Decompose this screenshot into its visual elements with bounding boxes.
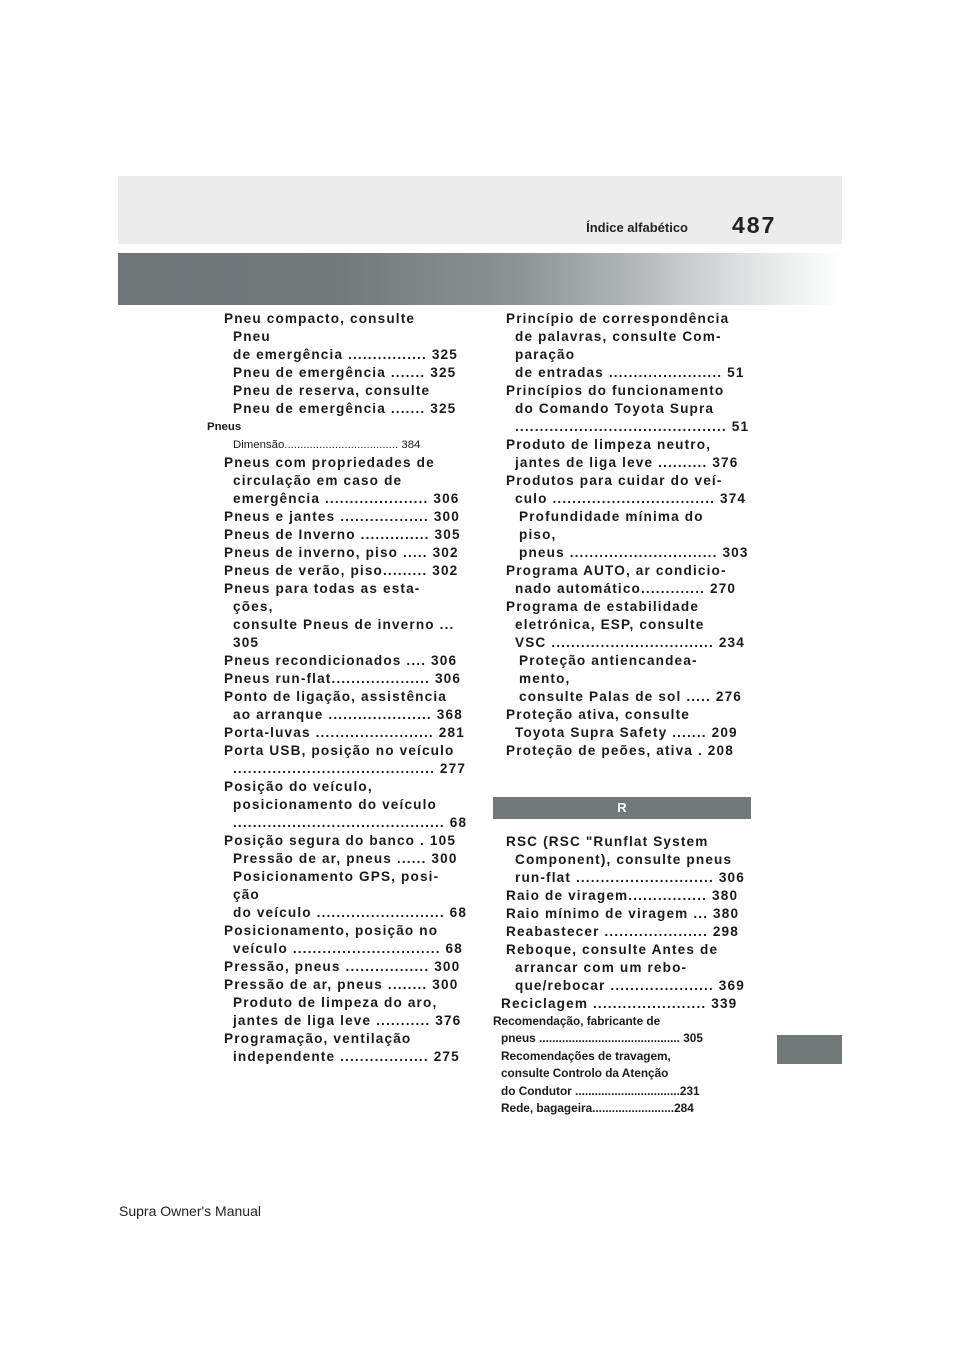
index-entry-line: nado automático............. 270 <box>515 581 737 596</box>
index-entry <box>506 382 751 436</box>
index-entry-line: Pneus de Inverno .............. 305 <box>224 527 461 542</box>
index-entry-line: Proteção antiencandea- <box>519 653 698 668</box>
index-entry-line: emergência ..................... 306 <box>233 491 460 506</box>
index-entry-line: Porta-luvas ........................ 281 <box>224 725 465 740</box>
index-entry <box>506 905 751 923</box>
section-side-tab <box>777 1035 842 1064</box>
index-column-right <box>493 310 751 1117</box>
index-entry-line: culo ................................. 374 <box>515 491 747 506</box>
index-entry-line: Posicionamento GPS, posi- <box>233 869 440 884</box>
index-entry <box>501 1100 751 1117</box>
index-entry-line: Pneus para todas as esta- <box>224 581 421 596</box>
index-entry-line: Princípios do funcionamento <box>506 383 725 398</box>
index-entry-line: paração <box>515 347 576 362</box>
index-entry <box>224 580 465 652</box>
index-entry <box>506 923 751 941</box>
index-entry <box>506 472 751 508</box>
index-entry <box>233 994 465 1030</box>
index-entry-line: de emergência ................ 325 <box>233 347 458 362</box>
index-entry <box>233 850 465 868</box>
index-entry-line: run-flat ............................ 306 <box>515 870 745 885</box>
index-entry-line: Programa AUTO, ar condicio- <box>506 563 727 578</box>
index-entry <box>506 941 751 995</box>
index-entry <box>506 562 751 598</box>
index-entry-line: Programa de estabilidade <box>506 599 700 614</box>
index-entry <box>233 436 465 454</box>
index-entry-line: Posição do veículo, <box>224 779 373 794</box>
section-title: Índice alfabético <box>586 220 688 235</box>
index-entry-line: do Condutor ................................231 <box>501 1083 700 1098</box>
index-entry-line: de palavras, consulte Com- <box>515 329 722 344</box>
index-entry-line: jantes de liga leve ........... 376 <box>233 1013 462 1028</box>
index-entry-line: eletrónica, ESP, consulte <box>515 617 705 632</box>
index-entry-line: ........................................... 68 <box>233 815 468 830</box>
page-number: 487 <box>732 212 777 238</box>
index-entry <box>224 688 465 724</box>
index-entry <box>506 887 751 905</box>
index-entry <box>207 418 465 436</box>
index-entry <box>519 508 751 562</box>
index-entry <box>224 454 465 508</box>
index-entry-line: independente .................. 275 <box>233 1049 460 1064</box>
index-entry-line: consulte Pneus de inverno ... <box>233 617 455 632</box>
index-entry <box>224 778 468 832</box>
index-entry-line: do veículo .......................... 68 <box>233 905 468 920</box>
index-entry-line: Produto de limpeza do aro, <box>233 995 438 1010</box>
index-entry <box>233 364 465 382</box>
index-entry <box>233 382 465 418</box>
index-entry-line: ......................................... 277 <box>233 761 467 776</box>
index-entry-line: RSC (RSC "Runflat System <box>506 834 709 849</box>
index-entry-line: piso, <box>519 527 557 542</box>
index-entry-line: mento, <box>519 671 571 686</box>
index-entry-line: Pneu de emergência ....... 325 <box>233 365 457 380</box>
index-entry-line: Pneu compacto, consulte <box>224 311 416 326</box>
index-entry-line: Raio mínimo de viragem ... 380 <box>506 906 740 921</box>
index-entry-line: posicionamento do veículo <box>233 797 437 812</box>
index-entry-line: Pneus run-flat.................... 306 <box>224 671 462 686</box>
index-entry-line: Produto de limpeza neutro, <box>506 437 712 452</box>
index-entry <box>506 436 751 472</box>
index-entry-line: Ponto de ligação, assistência <box>224 689 447 704</box>
index-column-left <box>207 310 468 1066</box>
index-entry-line: Rede, bagageira.........................284 <box>501 1101 694 1116</box>
index-entry-line: circulação em caso de <box>233 473 403 488</box>
index-entry-line: Posição segura do banco . 105 <box>224 833 457 848</box>
index-entry-line: Pneu de emergência ....... 325 <box>233 401 457 416</box>
index-entry-line: ções, <box>233 599 274 614</box>
index-entry-line: Pressão de ar, pneus ...... 300 <box>233 851 458 866</box>
index-entry <box>506 833 751 887</box>
index-entry-line: 305 <box>233 635 260 650</box>
index-entry <box>493 1013 751 1048</box>
index-entry <box>501 1048 751 1100</box>
index-entry-line: consulte Controlo da Atenção <box>501 1066 669 1081</box>
index-entry-line: Pneus com propriedades de <box>224 455 435 470</box>
index-entry-line: pneus ........................................... 305 <box>501 1031 703 1046</box>
index-entry <box>506 742 751 760</box>
index-entry-line: Profundidade mínima do <box>519 509 704 524</box>
index-entry <box>519 652 751 706</box>
index-entry-line: Posicionamento, posição no <box>224 923 439 938</box>
index-entry-line: do Comando Toyota Supra <box>515 401 715 416</box>
index-entry-line: veículo .............................. 68 <box>233 941 463 956</box>
index-entry <box>224 832 465 850</box>
index-column-right-top <box>493 310 751 760</box>
header-gradient-bar <box>118 253 842 305</box>
index-entry <box>224 508 465 526</box>
index-entry-line: Raio de viragem................ 380 <box>506 888 739 903</box>
index-entry-line: que/rebocar ..................... 369 <box>515 978 745 993</box>
index-entry-line: de entradas ....................... 51 <box>515 365 745 380</box>
index-entry <box>506 706 751 742</box>
index-entry-line: Pneus de verão, piso......... 302 <box>224 563 459 578</box>
index-entry-line: Proteção ativa, consulte <box>506 707 690 722</box>
index-entry-line: Pressão, pneus ................. 300 <box>224 959 461 974</box>
index-entry <box>224 922 465 958</box>
index-entry <box>224 526 465 544</box>
index-entry-line: pneus .............................. 303 <box>519 545 749 560</box>
index-entry-line: Reabastecer ..................... 298 <box>506 924 739 939</box>
index-entry-line: Dimensão.................................... 384 <box>233 439 421 451</box>
index-entry <box>224 670 465 688</box>
index-entry-line: Porta USB, posição no veículo <box>224 743 455 758</box>
index-entry-line: Recomendação, fabricante de <box>493 1014 661 1028</box>
index-entry <box>224 976 465 994</box>
index-entry-line: jantes de liga leve .......... 376 <box>515 455 739 470</box>
index-entry-line: ção <box>233 887 260 902</box>
index-entry-line: Programação, ventilação <box>224 1031 412 1046</box>
index-entry-line: Reciclagem ....................... 339 <box>501 996 738 1011</box>
index-entry-line: consulte Palas de sol ..... 276 <box>519 689 743 704</box>
index-entry <box>506 310 751 382</box>
index-entry-line: Pneus recondicionados .... 306 <box>224 653 458 668</box>
index-entry <box>224 958 465 976</box>
index-entry-line: Pneus e jantes .................. 300 <box>224 509 460 524</box>
index-entry <box>224 652 465 670</box>
index-entry-line: arrancar com um rebo- <box>515 960 688 975</box>
index-column-right-bottom <box>493 833 751 1117</box>
index-entry-line: Pneu de reserva, consulte <box>233 383 431 398</box>
index-entry-line: Proteção de peões, ativa . 208 <box>506 743 734 758</box>
index-entry <box>224 544 465 562</box>
index-entry <box>224 310 465 364</box>
index-entry-line: ........................................... 51 <box>515 419 750 434</box>
index-entry <box>224 724 465 742</box>
index-entry-line: Pneus <box>207 421 242 433</box>
index-entry <box>224 1030 465 1066</box>
index-entry <box>224 562 465 580</box>
index-entry-line: Pneus de inverno, piso ..... 302 <box>224 545 459 560</box>
index-entry-line: Produtos para cuidar do veí- <box>506 473 723 488</box>
index-entry-line: Pneu <box>233 329 271 344</box>
index-entry-line: Reboque, consulte Antes de <box>506 942 719 957</box>
index-entry-line: VSC ................................. 234 <box>515 635 745 650</box>
section-header-r: R <box>493 797 751 819</box>
index-entry-line: Toyota Supra Safety ....... 209 <box>515 725 738 740</box>
index-entry <box>233 868 468 922</box>
index-entry-line: ao arranque ..................... 368 <box>233 707 463 722</box>
footer-manual-title: Supra Owner's Manual <box>119 1203 261 1219</box>
index-entry <box>506 598 751 652</box>
index-entry-line: Component), consulte pneus <box>515 852 733 867</box>
index-entry <box>501 995 751 1013</box>
index-entry <box>224 742 465 778</box>
index-entry-line: Pressão de ar, pneus ........ 300 <box>224 977 459 992</box>
index-entry-line: Princípio de correspondência <box>506 311 730 326</box>
index-entry-line: Recomendações de travagem, <box>501 1048 671 1063</box>
